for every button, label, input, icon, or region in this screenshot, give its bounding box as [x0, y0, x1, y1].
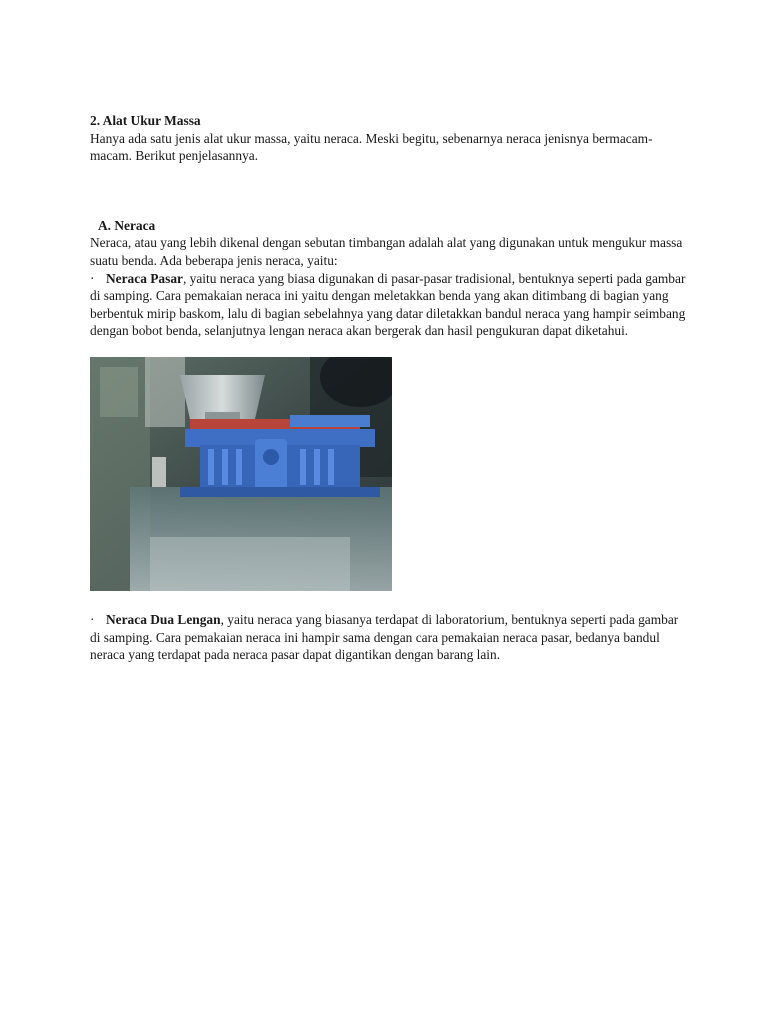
subsection-heading: A. Neraca — [98, 217, 156, 233]
item-term: Neraca Pasar — [106, 270, 183, 286]
market-scale-photo — [90, 357, 392, 591]
section-intro: Hanya ada satu jenis alat ukur massa, yaitu neraca. Meski begitu, sebenarnya neraca jenisnya bermacam-macam. Berikut penjelasannya. — [90, 130, 653, 164]
list-item-neraca-pasar — [90, 270, 690, 340]
bullet-icon: · — [90, 270, 95, 286]
list-item-neraca-dua-lengan — [90, 611, 690, 664]
item-text: , yaitu neraca yang biasa digunakan di pasar-pasar tradisional, bentuknya seperti pada gambar di samping. Cara pemakaian neraca ini yaitu dengan meletakkan benda yang akan ditimbang di bagian yang berbentuk mirip baskom, lalu di bagian sebelahnya yang datar diletakkan bandul neraca yang hampir seimbang dengan bobot benda, selanjutnya lengan neraca akan bergerak dan hasil pengukuran dapat diketahui. — [90, 270, 686, 339]
subsection-intro: Neraca, atau yang lebih dikenal dengan sebutan timbangan adalah alat yang digunakan untuk mengukur massa suatu benda. Ada beberapa jenis neraca, yaitu: — [90, 235, 683, 268]
section-heading: 2. Alat Ukur Massa — [90, 113, 201, 128]
document-page — [90, 112, 690, 664]
bullet-icon: · — [90, 611, 95, 627]
item-term: Neraca Dua Lengan — [106, 611, 221, 627]
item-text: , yaitu neraca yang biasanya terdapat di laboratorium, bentuknya seperti pada gambar di samping. Cara pemakaian neraca ini hampir sama dengan cara pemakaian neraca pasar, bedanya bandul neraca yang terdapat pada neraca pasar dapat digantikan dengan barang lain. — [90, 611, 679, 663]
spacer — [90, 165, 690, 217]
